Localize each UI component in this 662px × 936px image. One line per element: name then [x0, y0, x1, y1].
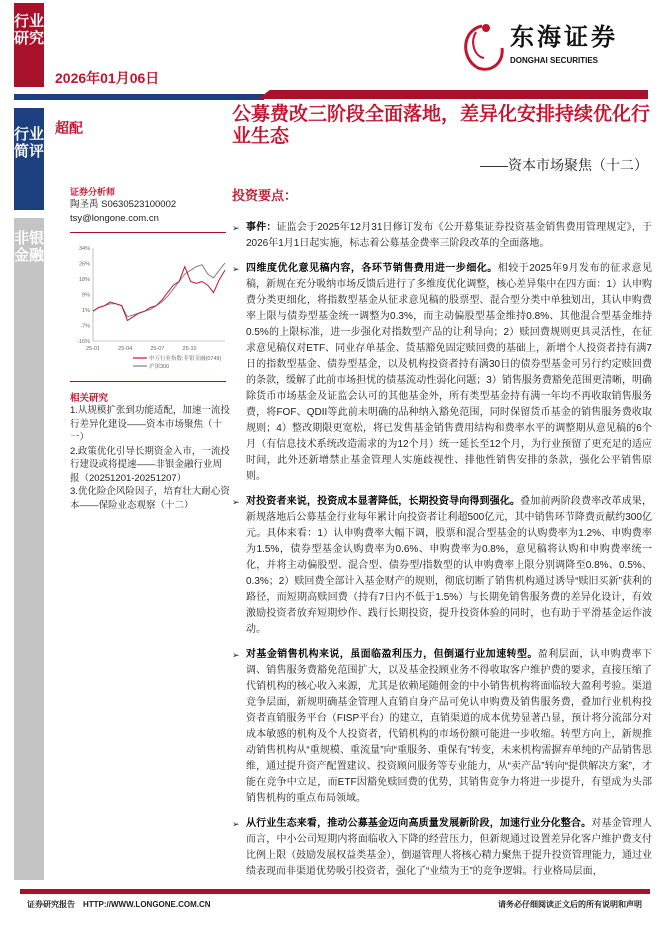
- y-tick-label: -7%: [80, 323, 90, 330]
- related-item[interactable]: 3.优化险企风险因子，培育壮大耐心资本——保险业态观察（十二）: [70, 486, 230, 511]
- logo-text-en: DONGHAI SECURITIES: [510, 56, 599, 65]
- key-point-text: 证监会于2025年12月31日修订发布《公开募集证券投资基金销售费用管理规定》，于2026年1月1日起实施，标志着公募基金费率三阶段改革的全面落地。: [246, 222, 652, 249]
- footer-website[interactable]: 证券研究报告 HTTP://WWW.LONGONE.COM.CN: [27, 900, 211, 909]
- key-point: [232, 816, 652, 880]
- key-point-text: 叠加前两阶段费率改革成果，新规落地后公募基金行业每年累计向投资者让利超500亿元，其中销售环节降费贡献约300亿元。具体来看：1）认申购费率大幅下调，股票和混合型基金的认购费率为1.2%、申购费率为1.5%，债券型基金认购费率为0.6%、申购费率为0.8%，意见稿将认购和申购费率统一化，并将主动偏股型、混合型、债券型/指数型的认申购费率上限分别调降至0.8%、0.5%、0.3%；2）赎回费全部计入基金财产的规则，彻底切断了销售机构通过诱导“赎旧买新”获利的路径，而短期高赎回费（持有7日内不低于1.5%）与长期免销售服务费的差异化设计，有效激励投资者放弃短期炒作、践行长期投资，提升投资体验的同时，也有助于平滑基金运作波动。: [246, 496, 653, 635]
- industry-rating: 超配: [55, 120, 83, 136]
- y-tick-label: -16%: [77, 339, 90, 345]
- section-tab-nonbank-finance: 非银金融: [14, 218, 44, 880]
- x-tick-label: 25-07: [150, 346, 165, 352]
- related-item[interactable]: 1.从规模扩张到功能适配，加速一流投行差异化建设——资本市场聚焦（十一）: [70, 405, 230, 443]
- performance-chart: [55, 238, 230, 378]
- section-tab-industry-brief: 行业简评: [14, 108, 44, 210]
- logo-text-cn: 东海证券: [510, 24, 618, 51]
- series-line: [93, 263, 225, 317]
- y-tick-label: 9%: [82, 292, 90, 299]
- x-tick-label: 25-01: [85, 346, 101, 352]
- header-divider-blue: [14, 94, 264, 100]
- key-point-lead: 对投资者来说，投资成本显著降低，长期投资导向得到强化。: [246, 496, 521, 507]
- key-point: [232, 647, 652, 807]
- divider: [70, 232, 226, 233]
- key-point-text: 盈利层面，认申购费率下调、销售服务费豁免范围扩大，以及基金投顾业务不得收取客户维护费的要求，直接压缩了代销机构的核心收入来源，尤其是依赖尾随佣金的中小销售机构将面临较大盈利考验。渠道竞争层面，新规明确基金管理人直销自身产品可免认申购费及销售服务费，叠加行业机构投资者直销服务平台（FISP平台）的建立，直销渠道的成本优势显著凸显，预计将分流部分对成本敏感的机构及个人投资者，代销机构的市场份额可能进一步收缩。转型方向上，新规推动销售机构从“重规模、重流量”向“重服务、重保有”转变，未来机构需摒弃单纯的产品销售思维，通过提升资产配置建议、投资顾问服务等专业能力，从“卖产品”转向“提供解决方案”，才能在竞争中立足，而ETF因豁免赎回费的优势，其销售竞争力将进一步提升，有望成为头部销售机构的重点布局领域。: [246, 649, 653, 804]
- related-research-list: [70, 404, 230, 512]
- related-research-heading: 相关研究: [70, 393, 109, 404]
- y-tick-label: 26%: [78, 261, 90, 268]
- analyst-email[interactable]: tsy@longone.com.cn: [70, 213, 159, 224]
- series-line: [93, 267, 225, 321]
- y-tick-label: 1%: [82, 308, 90, 314]
- key-points-heading: 投资要点：: [232, 188, 298, 203]
- report-title: 公募费改三阶段全面落地，差异化安排持续优化行业生态: [232, 104, 651, 147]
- footer-disclaimer: 请务必仔细阅读正文后的所有说明和声明: [498, 900, 642, 909]
- key-point-lead: 对基金销售机构来说，虽面临盈利压力，但倒逼行业加速转型。: [246, 649, 538, 660]
- legend-label: 沪深300: [149, 364, 170, 370]
- key-point-lead: 事件：: [246, 222, 277, 233]
- header-divider-red: [258, 90, 648, 99]
- key-point-text: 相较于2025年9月发布的征求意见稿，新规在充分吸纳市场反馈后进行了多维度优化调整，核心差异集中在四方面：1）认申购费分类更细化，将指数型基金从征求意见稿的股票型、混合型分类中单独划出，其认申购费率上限与债券型基金统一调整为0.3%，而主动偏股型基金维持0.8%、其他混合型基金维持0.5%的上限标准，进一步强化对指数型产品的让利导向；2）赎回费规则更具灵活性，在征求意见稿仅对ETF、同业存单基金、货基豁免固定赎回费的基础上，新增个人投资者持有满7日的指数型基金、债券型基金，以及机构投资者持有满30日的债券型基金可另行约定赎回费的条款，缓解了此前市场担忧的债基流动性弱化问题；3）销售服务费豁免范围更清晰，明确除货币市场基金及证监会认可的其他基金外，所有类型基金持有满一年均不再收取销售服务费，将FOF、QDII等此前未明确的品种纳入豁免范围，同时保留货币基金的销售服务费收取规则；4）整改期限更宽松，将已发售基金销售费用结构和费率水平的调整期从意见稿的6个月（有信息技术系统改造需求的为12个月）统一延长至12个月，为行业预留了更充足的适应时间，此外还新增禁止基金管理人实施歧视性、排他性销售安排的条款，强化公平销售原则。: [246, 263, 652, 482]
- report-date: 2026年01月06日: [55, 70, 160, 86]
- key-point: [232, 220, 652, 252]
- key-point: [232, 261, 652, 485]
- y-tick-label: 18%: [78, 277, 90, 283]
- footer-divider: [20, 889, 650, 894]
- key-point-lead: 四维度优化意见稿内容，各环节销售费用进一步细化。: [246, 263, 498, 274]
- x-tick-label: 25-04: [118, 346, 133, 352]
- key-point-text: 对基金管理人而言，中小公司短期内将面临收入下降的经营压力，但新规通过设置差异化客户维护费支付比例上限（鼓励发展权益类基金），倒逼管理人将核心精力聚焦于提升投资管理能力，通过业绩表现而非渠道优势吸引投资者，强化了“业绩为王”的竞争逻辑。行业格局层面，: [246, 818, 653, 877]
- key-point: [232, 494, 652, 638]
- x-tick-label: 25-10: [182, 346, 197, 352]
- legend-label: 申万行业指数:非银金融(0749): [149, 356, 222, 362]
- analyst-heading: 证券分析师: [70, 187, 116, 197]
- key-points-list: [232, 220, 652, 889]
- report-subtitle: ——资本市场聚焦（十二）: [480, 157, 648, 173]
- analyst-name: 陶圣禹 S0630523100002: [70, 199, 177, 210]
- related-item[interactable]: 2.政策优化引导长期资金入市，一流投行建设或将提速——非银金融行业周报（20251201-20251207）: [70, 445, 230, 484]
- key-point-lead: 从行业生态来看，推动公募基金迈向高质量发展新阶段，加速行业分化整合。: [246, 818, 592, 829]
- section-tab-industry-research: 行业研究: [14, 3, 44, 87]
- y-tick-label: 34%: [78, 246, 90, 252]
- divider: [70, 381, 226, 382]
